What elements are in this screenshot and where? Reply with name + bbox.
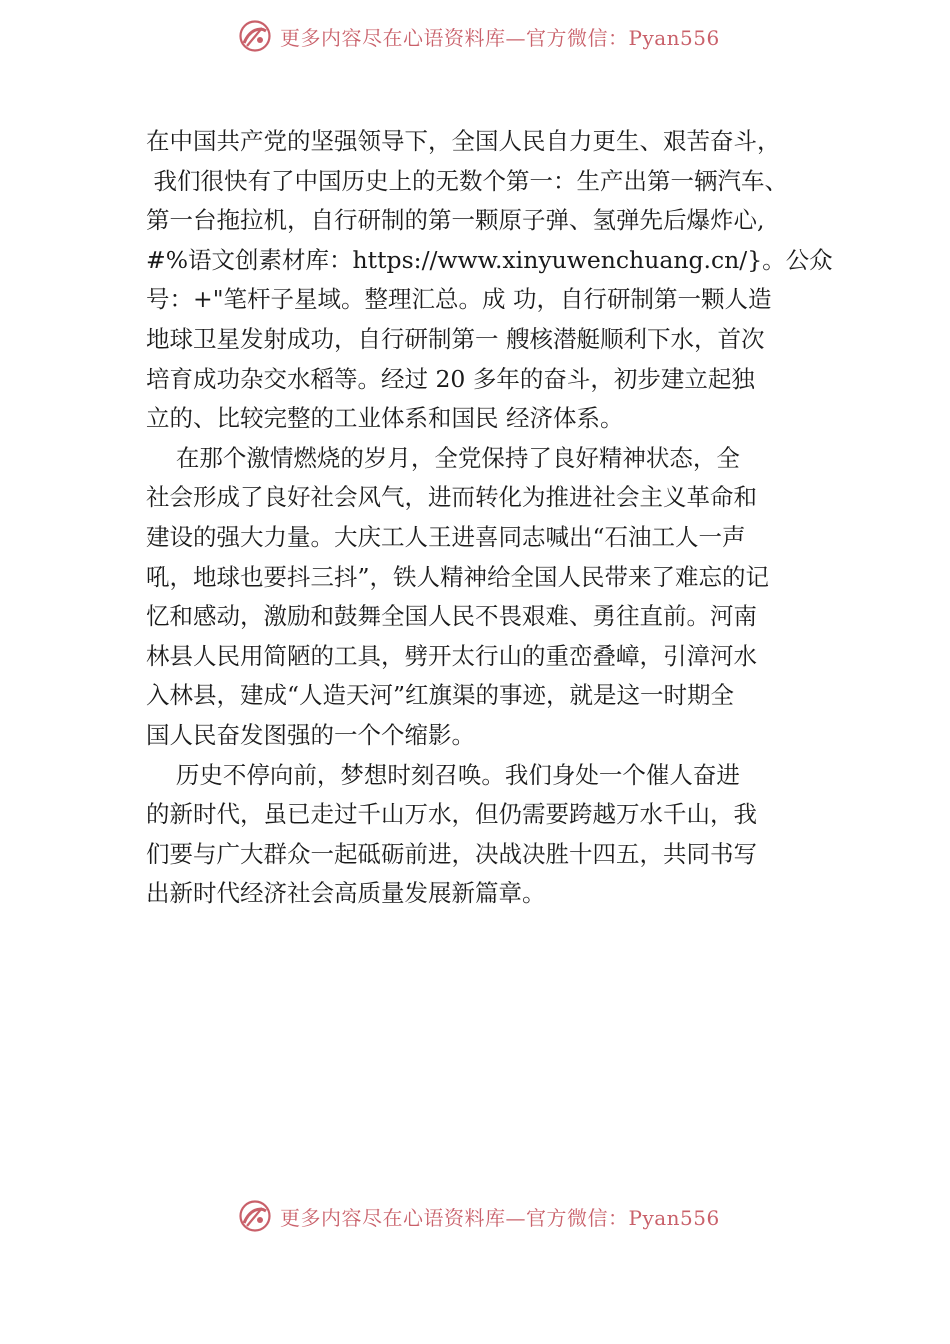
watermark-text: 更多内容尽在心语资料库—官方微信：Pyan556 xyxy=(280,1205,720,1230)
text-line: 培育成功杂交水稻等。经过 20 多年的奋斗，初步建立起独 xyxy=(146,364,755,393)
text-line: 历史不停向前，梦想时刻召唤。我们身处一个催人奋进 xyxy=(146,760,740,789)
seal-logo-icon xyxy=(238,1199,272,1233)
text-line: 们要与广大群众一起砥砺前进，决战决胜十四五，共同书写 xyxy=(146,839,757,868)
text-line: 入林县，建成“人造天河”红旗渠的事迹，就是这一时期全 xyxy=(146,681,735,710)
text-line: 社会形成了良好社会风气，进而转化为推进社会主义革命和 xyxy=(146,483,757,512)
paragraph-1 xyxy=(146,122,833,439)
text-line: 吼，地球也要抖三抖”，铁人精神给全国人民带来了难忘的记 xyxy=(146,562,770,591)
text-line: 出新时代经济社会高质量发展新篇章。 xyxy=(146,879,546,908)
text-line: 立的、比较完整的工业体系和国民 经济体系。 xyxy=(146,404,624,433)
text-line: 在那个激情燃烧的岁月，全党保持了良好精神状态，全 xyxy=(146,443,740,472)
text-line: #%语文创素材库：https://www.xinyuwenchuang.cn/}。公众 xyxy=(146,245,833,274)
paragraph-3 xyxy=(146,756,808,914)
text-line: 号：+"笔杆子星域。整理汇总。成 功，自行研制第一颗人造 xyxy=(146,285,772,314)
document-body xyxy=(146,122,833,914)
text-line: 第一台拖拉机，自行研制的第一颗原子弹、氢弹先后爆炸心, xyxy=(146,206,765,235)
text-line: 国人民奋发图强的一个个缩影。 xyxy=(146,720,475,749)
footer-watermark xyxy=(238,1196,758,1236)
text-line: 忆和感动，激励和鼓舞全国人民不畏艰难、勇往直前。河南 xyxy=(146,602,757,631)
text-line: 在中国共产党的坚强领导下，全国人民自力更生、艰苦奋斗， xyxy=(146,127,781,155)
text-line: 的新时代，虽已走过千山万水，但仍需要跨越万水千山，我 xyxy=(146,800,757,829)
paragraph-2 xyxy=(146,439,808,756)
text-line: 林县人民用简陋的工具，劈开太行山的重峦叠嶂，引漳河水 xyxy=(146,641,757,670)
text-line: 我们很快有了中国历史上的无数个第一：生产出第一辆汽车、 xyxy=(146,166,788,195)
text-line: 建设的强大力量。大庆工人王进喜同志喊出“石油工人一声 xyxy=(146,522,746,551)
watermark-text: 更多内容尽在心语资料库—官方微信：Pyan556 xyxy=(280,25,720,50)
text-line: 地球卫星发射成功，自行研制第一 艘核潜艇顺利下水，首次 xyxy=(146,324,765,353)
seal-logo-icon xyxy=(238,19,272,53)
header-watermark xyxy=(238,16,758,56)
